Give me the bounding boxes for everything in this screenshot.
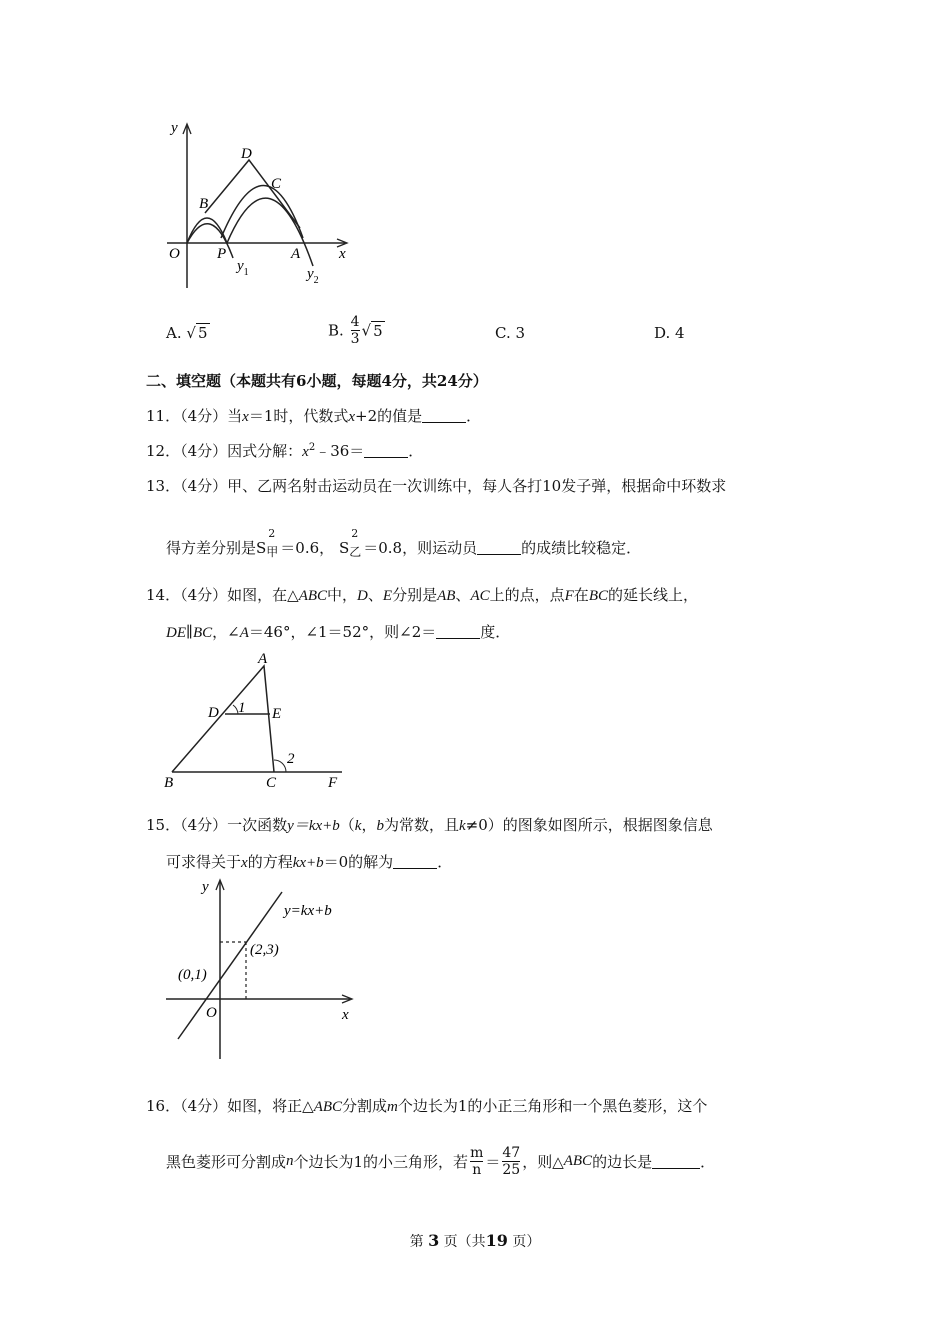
label-p: P bbox=[217, 246, 227, 262]
question-14-line-1: 14．（4分）如图，在△ABC中，D、E分别是AB、AC上的点，点F在BC的延长线上， bbox=[146, 586, 698, 604]
label-o: O bbox=[169, 246, 180, 262]
question-14-line-2: DE∥BC，∠A＝46°，∠1＝52°，则∠2＝ 度． bbox=[166, 623, 511, 641]
figure-q14-triangle bbox=[160, 650, 360, 790]
page-footer: 第 3 页（共19 页） bbox=[409, 1231, 541, 1250]
label-y: y bbox=[171, 120, 178, 136]
question-11: 11．（4分）当x＝1时，代数式x+2的值是 ． bbox=[146, 407, 482, 425]
label-y2: $y_2$ bbox=[307, 266, 319, 286]
question-16-line-2: 黑色菱形可分割成n个边长为1的小三角形，若 $\frac{m}{n}$ ＝ $\frac{47}{25}$ ，则△ABC的边长是 ． bbox=[166, 1145, 716, 1178]
q10-option-d: D. 4 bbox=[654, 324, 685, 342]
question-12: 12．（4分）因式分解：$x^2﹣36=$ ． bbox=[146, 442, 424, 460]
section-heading-fill-in: 二、填空题（本题共有6小题，每题4分，共24分） bbox=[146, 372, 488, 390]
q10-option-c: C. 3 bbox=[495, 324, 526, 342]
question-15-line-2: 可求得关于x的方程kx+b＝0的解为 ． bbox=[166, 853, 453, 871]
label-two: 2 bbox=[287, 751, 295, 767]
question-13-line-2: 得方差分别是S 2 甲 ＝0.6， S 2 乙 ＝0.8，则运动员 的成绩比较稳定． bbox=[166, 527, 642, 559]
figure-q10-parabolas bbox=[155, 118, 365, 288]
label-b: B bbox=[199, 196, 209, 212]
label-y1: $y_1$ bbox=[237, 258, 249, 278]
q10-option-a: A. √ 5 bbox=[166, 324, 208, 342]
label-c: C bbox=[271, 176, 282, 192]
label-B: B bbox=[164, 775, 174, 790]
q10-option-b: B. $\frac{4}{3}$ √ 5 bbox=[328, 314, 383, 347]
label-o: O bbox=[206, 1005, 217, 1021]
figure-q15-linear-function bbox=[160, 874, 365, 1064]
label-x: x bbox=[339, 246, 346, 262]
label-E: E bbox=[272, 706, 282, 722]
label-a: A bbox=[291, 246, 301, 262]
question-13-line-1: 13．（4分）甲、乙两名射击运动员在一次训练中，每人各打10发子弹，根据命中环数求 bbox=[146, 477, 727, 495]
label-point-0-1: (0,1) bbox=[178, 967, 207, 983]
label-d: D bbox=[241, 146, 252, 162]
label-one: 1 bbox=[238, 700, 246, 716]
label-y: y bbox=[202, 879, 209, 895]
label-F: F bbox=[328, 775, 338, 790]
label-line: y=kx+b bbox=[284, 903, 332, 919]
question-15-line-1: 15．（4分）一次函数y＝kx+b（k，b为常数，且k≠0）的图象如图所示，根据图象信息 bbox=[146, 816, 713, 834]
label-C: C bbox=[266, 775, 277, 790]
label-point-2-3: (2,3) bbox=[250, 942, 279, 958]
label-x: x bbox=[342, 1007, 349, 1023]
label-D: D bbox=[208, 705, 219, 721]
question-16-line-1: 16．（4分）如图，将正△ABC分割成m个边长为1的小正三角形和一个黑色菱形，这个 bbox=[146, 1097, 708, 1115]
label-A: A bbox=[258, 651, 268, 667]
